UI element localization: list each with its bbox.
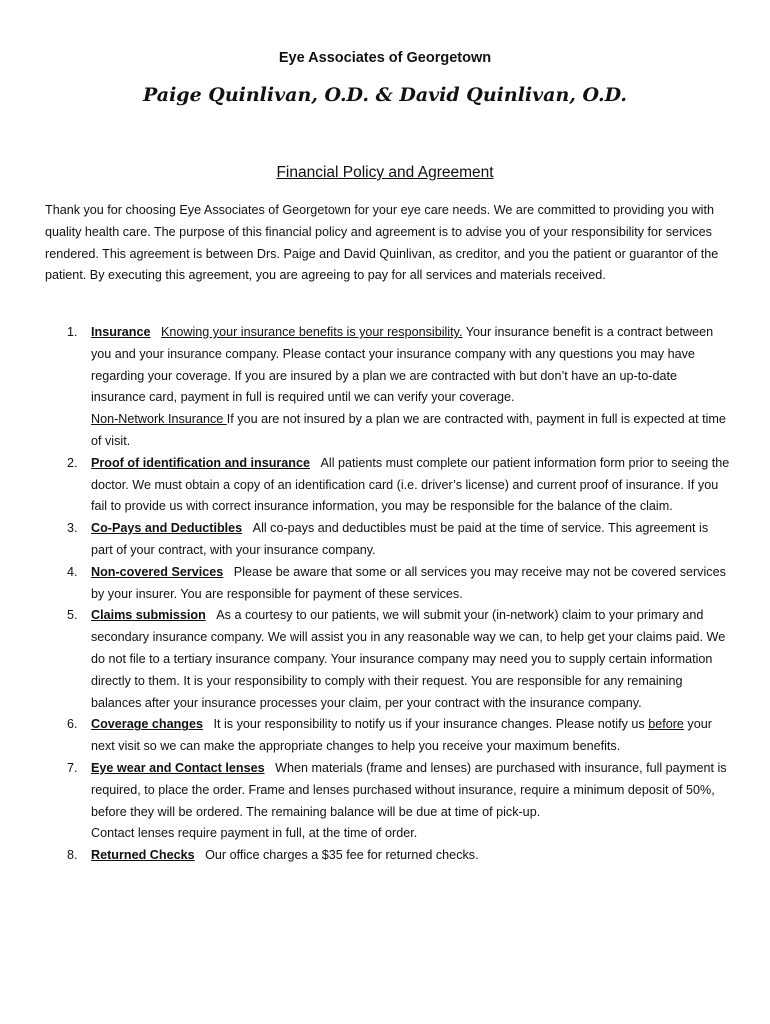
item-text: All patients must complete our patient information form prior to seeing the doctor. We must obtain a copy of an identification card (i.e. driver’s license) and current proof of insurance. If you fail to provide us with correct insurance information, you may be responsible for the balance of the claim. xyxy=(91,455,730,514)
item-heading: Proof of identification and insurance xyxy=(91,455,311,470)
item-number: 4. xyxy=(67,564,78,579)
list-item-non-covered xyxy=(45,562,730,606)
item-text: All co-pays and deductibles must be paid at the time of service. This agreement is part of your contract, with your insurance company. xyxy=(91,521,709,557)
item-heading: Eye wear and Contact lenses xyxy=(91,760,265,775)
list-item-coverage-changes xyxy=(45,714,730,758)
item-number: 8. xyxy=(67,848,78,863)
item-heading: Insurance xyxy=(91,325,151,339)
item-number: 5. xyxy=(67,608,78,623)
item-text: Please be aware that some or all services you may receive may not be covered services by your insurer. You are responsible for payment of these services. xyxy=(91,564,726,601)
policy-title: Financial Policy and Agreement xyxy=(276,164,494,181)
item-number: 6. xyxy=(67,717,78,732)
item-text: Our office charges a $35 fee for returned checks. xyxy=(205,848,479,863)
item-sub-heading: Non-Network Insurance xyxy=(91,412,227,427)
intro-paragraph: Thank you for choosing Eye Associates of Georgetown for your eye care needs. We are committed to providing you with quality health care. The purpose of this financial policy and agreement is to advise you of your responsibility for services rendered. This agreement is between Drs. Paige and David Quinlivan, as creditor, and you the patient or guarantor of the patient. By executing this agreement, you are agreeing to pay for all services and materials received. xyxy=(45,203,719,283)
list-item-insurance xyxy=(45,322,730,453)
list-item-returned-checks xyxy=(45,845,730,867)
item-text: As a courtesy to our patients, we will submit your (in-network) claim to your primary and secondary insurance company. We will assist you in any reasonable way we can, to help get your claims paid. We do not file to a tertiary insurance company. Your insurance company may need you to supply certain information directly to them. It is your responsibility to comply with their request. You are responsible for any remaining balances after your insurance processes your claim, per your contract with the insurance company. xyxy=(91,608,726,710)
item-heading: Claims submission xyxy=(91,608,206,623)
item-extra-line: Contact lenses require payment in full, at the time of order. xyxy=(91,826,418,841)
item-text: It is your responsibility to notify us if your insurance changes. Please notify us xyxy=(213,717,649,732)
doctors-names: Paige Quinlivan, O.D. & David Quinlivan, O.D. xyxy=(142,84,627,106)
organization-name: Eye Associates of Georgetown xyxy=(278,50,492,66)
item-text: When materials (frame and lenses) are purchased with insurance, full payment is required, to place the order. Frame and lenses purchased without insurance, require a minimum deposit of 50%, before they will be ordered. The remaining balance will be due at time of pick-up. xyxy=(91,760,727,819)
item-number: 3. xyxy=(67,521,78,536)
item-heading: Returned Checks xyxy=(91,848,195,863)
item-heading: Co-Pays and Deductibles xyxy=(91,521,243,536)
item-number: 7. xyxy=(67,760,78,775)
item-heading: Non-covered Services xyxy=(91,564,224,579)
list-item-copays xyxy=(45,518,730,562)
item-number: 1. xyxy=(67,325,78,339)
list-item-proof-of-identification xyxy=(45,453,730,518)
item-sub-text: If you are not insured by a plan we are contracted with, payment in full is expected at time of visit. xyxy=(91,412,726,448)
list-item-claims xyxy=(45,605,730,714)
policy-list xyxy=(45,322,730,867)
list-item-eyewear xyxy=(45,758,730,845)
item-text: Your insurance benefit is a contract between you and your insurance company. Please contact your insurance company with any questions you may have regarding your coverage. If you are insured by a plan we are contracted with but don’t have an up-to-date insurance card, payment in full is required until we can verify your coverage. xyxy=(91,325,714,405)
item-text-after: your next visit so we can make the appropriate changes to help you receive your maximum benefits. xyxy=(91,717,712,754)
item-underlined-lead: Knowing your insurance benefits is your responsibility. xyxy=(161,325,463,339)
item-heading: Coverage changes xyxy=(91,717,203,732)
item-number: 2. xyxy=(67,455,78,470)
item-underlined-word: before xyxy=(648,717,684,732)
